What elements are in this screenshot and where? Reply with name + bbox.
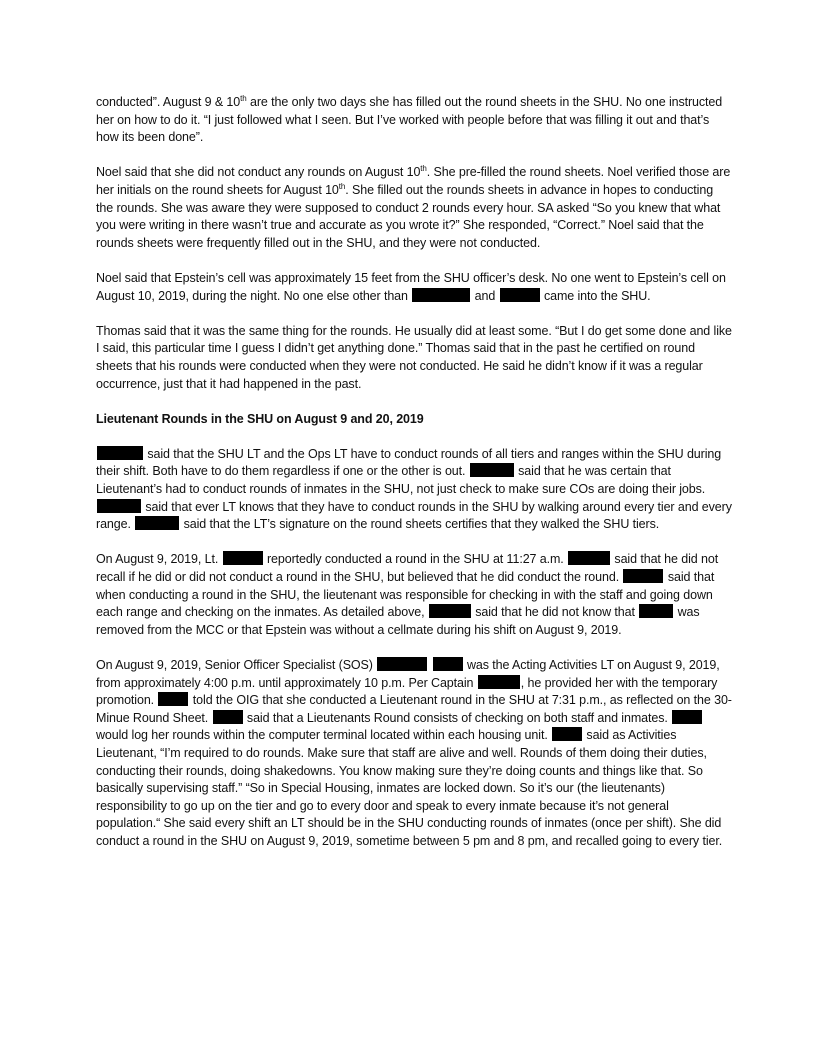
paragraph <box>96 446 732 534</box>
paragraph <box>96 94 732 147</box>
redaction-box <box>429 604 471 618</box>
redaction-box <box>623 569 663 583</box>
text-run: said that ever LT knows that they have to conduct rounds in the SHU by walking around every tier and every range. <box>96 499 732 532</box>
paragraph <box>96 323 732 393</box>
text-run: said that the SHU LT and the Ops LT have to conduct rounds of all tiers and ranges within the SHU during their shift. Both have to do them regardless if one or the other is out. <box>96 446 722 479</box>
text-run: said as Activities Lieutenant, “I’m required to do rounds. Make sure that staff are alive and well. Rounds of them doing their duties, conducting their rounds, doing shakedowns. You know making sure they’re doing counts and things like that. So basically supervising staff.” “So in Special Housing, inmates are locked down. So it’s our (the lieutenants) responsibility to go up on the tier and go to every door and speak to every inmate because it’s not general population.“ She said every shift an LT should be in the SHU conducting rounds of inmates (once per shift). She did conduct a round in the SHU on August 9, 2019, sometime between 5 pm and 8 pm, and recalled going to every tier. <box>96 728 723 848</box>
redaction-box <box>552 727 582 741</box>
document-body <box>96 94 732 868</box>
superscript: th <box>240 93 247 103</box>
text-run: told the OIG that she conducted a Lieutenant round in the SHU at 7:31 p.m., as reflected on the 30-Minue Round Sheet. <box>96 693 732 725</box>
redaction-box <box>135 516 179 530</box>
paragraph <box>96 164 732 252</box>
text-run: . She filled out the rounds sheets in advance in hopes to conducting the rounds. She was aware they were supposed to conduct 2 rounds every hour. SA asked “So you knew that what you were writing in there wasn’t true and accurate as you wrote it?” She responded, “Correct.” Noel said that the rounds sheets were frequently filled out in the SHU, and they were not conducted. <box>96 182 721 250</box>
text-run: came into the SHU. <box>540 288 651 303</box>
paragraph <box>96 270 732 305</box>
text-run: are the only two days she has filled out the round sheets in the SHU. No one instructed her on how to do it. “I just followed what I seen. But I’ve worked with people before that was filling it out and that’s how its been done”. <box>96 95 723 145</box>
redaction-box <box>97 499 141 513</box>
redaction-box <box>500 288 540 302</box>
redaction-box <box>412 288 470 302</box>
text-run: was removed from the MCC or that Epstein was without a cellmate during his shift on August 9, 2019. <box>96 605 700 637</box>
redaction-box <box>470 463 514 477</box>
text-run: On August 9, 2019, Lt. <box>96 552 222 567</box>
redaction-box <box>672 710 702 724</box>
text-run: would log her rounds within the computer terminal located within each housing unit. <box>96 728 552 743</box>
redaction-box <box>433 657 463 671</box>
text-run: conducted”. August 9 & 10 <box>96 95 241 109</box>
redaction-box <box>377 657 427 671</box>
text-run: Noel said that she did not conduct any rounds on August 10 <box>96 165 421 180</box>
redaction-box <box>478 675 520 689</box>
redaction-box <box>639 604 673 618</box>
redaction-box <box>568 551 610 565</box>
text-run: said that a Lieutenants Round consists of checking on both staff and inmates. <box>243 710 672 725</box>
section-heading <box>96 411 732 429</box>
redaction-box <box>213 710 243 724</box>
superscript: th <box>338 181 346 191</box>
text-run: said that he did not know that <box>471 605 639 620</box>
text-run: said that when conducting a round in the SHU, the lieutenant was responsible for checking in with the staff and going down each range and checking on the inmates. As detailed above, <box>96 570 715 620</box>
text-run: Thomas said that it was the same thing for the rounds. He usually did at least some. “But I do get some done and like I said, this particular time I guess I didn’t get anything done.” Thomas said that in the past he certified on round sheets that his rounds were conducted when they were not conducted. He said he didn’t know if it was a regular occurrence, just that it had happened in the past. <box>96 323 732 391</box>
text-run: Lieutenant Rounds in the SHU on August 9 and 20, 2019 <box>96 411 424 426</box>
text-run <box>428 658 431 672</box>
text-run: Noel said that Epstein’s cell was approximately 15 feet from the SHU officer’s desk. No one went to Epstein’s cell on August 10, 2019, during the night. No one else other than <box>96 270 726 303</box>
paragraph <box>96 551 732 639</box>
text-run: . She pre-filled the round sheets. Noel verified those are her initials on the round sheets for August 10 <box>96 165 731 197</box>
text-run: , he provided her with the temporary promotion. <box>96 675 718 708</box>
redaction-box <box>223 551 263 565</box>
text-run: said that the LT’s signature on the round sheets certifies that they walked the SHU tiers. <box>180 517 660 532</box>
text-run: On August 9, 2019, Senior Officer Specialist (SOS) <box>96 658 377 672</box>
text-run: and <box>471 288 499 303</box>
superscript: th <box>420 164 427 174</box>
text-run: said that he did not recall if he did or did not conduct a round in the SHU, but believed that he did conduct the round. <box>96 552 719 585</box>
redaction-box <box>158 692 188 706</box>
text-run: reportedly conducted a round in the SHU at 11:27 a.m. <box>263 552 568 567</box>
text-run: said that he was certain that Lieutenant’s had to conduct rounds of inmates in the SHU, not just check to make sure COs are doing their jobs. <box>96 464 706 497</box>
redaction-box <box>97 446 143 460</box>
paragraph <box>96 657 732 851</box>
text-run: was the Acting Activities LT on August 9, 2019, from approximately 4:00 p.m. until approximately 10 p.m. Per Captain <box>96 658 720 690</box>
